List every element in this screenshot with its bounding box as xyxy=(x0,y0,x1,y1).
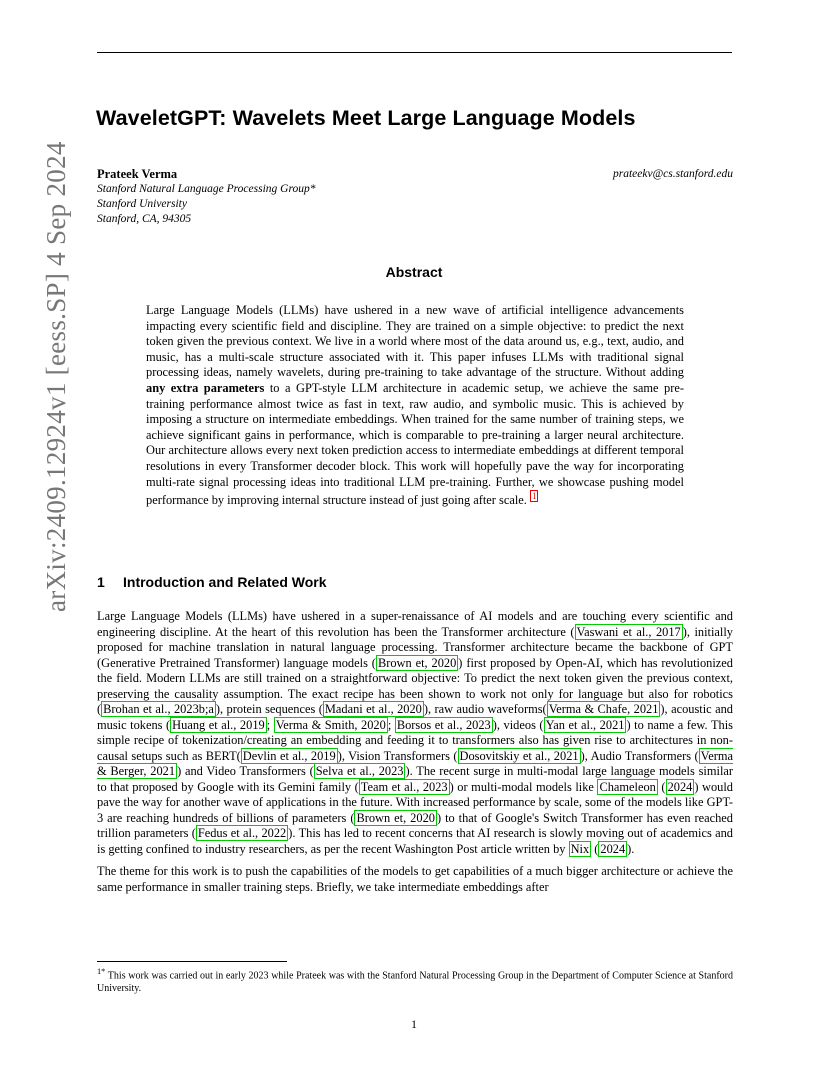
citation-link[interactable]: Yan et al., 2021 xyxy=(545,717,625,732)
citation-link[interactable]: Fedus et al., 2022 xyxy=(197,826,287,840)
citation-link[interactable]: Chameleon xyxy=(599,779,656,794)
footnote-mark: 1* xyxy=(97,967,106,976)
text-run: ), Vision Transformers ( xyxy=(337,748,458,763)
text-run: ). This has led to recent concerns that AI research is slowly moving out of academics and is getting confined to industry researchers, as per the recent Washington Post article written by xyxy=(97,826,733,856)
citation-link[interactable]: Team et al., 2023 xyxy=(360,779,448,794)
abstract-bold: any extra parameters xyxy=(146,380,265,395)
citation-link[interactable]: Dosovitskiy et al., 2021 xyxy=(459,748,579,763)
text-run: ). xyxy=(627,841,635,856)
citation-link[interactable]: Brown et, 2020 xyxy=(377,655,457,670)
citation-link[interactable]: Borsos et al., 2023 xyxy=(396,717,491,732)
affiliation-line: Stanford University xyxy=(97,198,187,210)
text-run: ) and Video Transformers ( xyxy=(177,764,314,778)
citation-link[interactable]: Verma & Berger, 2021 xyxy=(97,748,733,778)
text-run: ) to name a few. This simple recipe of tokenization/creating an embedding and feeding it to transformers also has given rise to architectures in non-causal setups such as BERT( xyxy=(97,717,733,763)
citation-link[interactable]: Brohan et al., 2023b;a xyxy=(103,702,214,716)
footnote xyxy=(97,965,733,995)
text-run: ), videos ( xyxy=(492,717,544,732)
citation-link[interactable]: Madani et al., 2020 xyxy=(324,702,422,716)
abstract-text xyxy=(146,303,684,509)
citation-link[interactable]: Verma & Smith, 2020 xyxy=(275,717,386,732)
citation-link[interactable]: Vaswani et al., 2017 xyxy=(576,624,681,639)
text-run: ), Audio Transformers ( xyxy=(580,748,699,763)
citation-link[interactable]: Brown et, 2020 xyxy=(356,810,435,825)
citation-link[interactable]: 2024 xyxy=(600,841,626,856)
paragraph: The theme for this work is to push the capabilities of the models to get capabilities of a much bigger architecture or achieve the same performance in smaller training steps. Briefly, we take intermediate embeddings after xyxy=(97,864,733,894)
author-name: Prateek Verma xyxy=(97,167,178,181)
text-run: ( xyxy=(591,841,599,856)
abstract-part: Large Language Models (LLMs) have ushered in a new wave of artificial intelligence advancements impacting every scientific field and discipline. They are trained on a simple objective: to predict the next token given the previous context. We live in a world where most of the data around us, e.g., text, audio, and music, has a multi-scale structure associated with it. This paper infuses LLMs with traditional signal processing ideas, namely wavelets, during pre-training to take advantage of the structure. Without adding xyxy=(146,303,684,380)
citation-link[interactable]: Huang et al., 2019 xyxy=(172,717,265,732)
author-block xyxy=(97,167,733,227)
text-run: ; xyxy=(387,717,395,732)
page-number: 1 xyxy=(411,1017,417,1031)
text-run: ), raw audio waveforms( xyxy=(423,702,547,716)
affiliation-line: Stanford Natural Language Processing Group* xyxy=(97,183,316,195)
text-run: ) first proposed by Open-AI, which has revolutionized the field. Modern LLMs are still trained on a straightforward objective: To predict the next token given the previous context, preserving the causality assumption. The exact recipe has been shown to work not only for language but also for robotics ( xyxy=(97,655,733,716)
top-rule xyxy=(97,52,732,53)
citation-link[interactable]: Selva et al., 2023 xyxy=(315,764,404,778)
paragraph xyxy=(97,609,733,857)
text-run: ), initially proposed for machine translation in natural language processing. Transformer architecture became the backbone of GPT (Generative Pretrained Transformer) language models ( xyxy=(97,624,733,670)
text-run: ). The recent surge in multi-modal large language models similar to that proposed by Google with its Gemini family ( xyxy=(97,764,734,794)
citation-link[interactable]: Devlin et al., 2019 xyxy=(242,748,336,763)
footnote-text: This work was carried out in early 2023 while Prateek was with the Stanford Natural Processing Group in the Department of Computer Science at Stanford University. xyxy=(97,970,733,995)
citation-link[interactable]: Nix xyxy=(570,841,590,856)
text-run: ( xyxy=(657,779,666,794)
section-heading xyxy=(97,574,327,590)
author-email[interactable]: prateekv@cs.stanford.edu xyxy=(612,168,733,180)
text-run: ) would pave the way for another wave of applications in the future. With increased performance by scale, some of the models like GPT-3 are reaching hundreds of billions of parameters ( xyxy=(97,779,733,825)
footnote-link[interactable]: 1 xyxy=(531,491,537,502)
text-run: Large Language Models (LLMs) have ushered in a super-renaissance of AI models and are touching every scientific and engineering discipline. At the heart of this revolution has been the Transformer architecture ( xyxy=(97,609,733,639)
text-run: ; xyxy=(266,717,274,732)
abstract-heading: Abstract xyxy=(385,264,443,280)
affiliation-line: Stanford, CA, 94305 xyxy=(97,213,192,225)
text-run: ) or multi-modal models like xyxy=(449,779,598,794)
text-run: ), protein sequences ( xyxy=(215,702,323,716)
section-title: Introduction and Related Work xyxy=(123,574,327,590)
abstract-part: to a GPT-style LLM architecture in academic setup, we achieve the same pre-training performance almost twice as fast in text, raw audio, and symbolic music. This is achieved by imposing a structure on intermediate embeddings. When trained for the same number of training steps, we achieve significant gains in performance, which is comparable to pre-training a larger neural architecture. Our architecture allows every next token prediction access to intermediate embeddings at different temporal resolutions in every Transformer decoder block. This work will hopefully pave the way for incorporating multi-rate signal processing ideas into traditional LLM pre-training. Further, we showcase pushing model performance by improving internal structure instead of just going after scale. xyxy=(146,380,684,508)
text-run: ) to that of Google's Switch Transformer has even reached trillion parameters ( xyxy=(97,810,734,840)
citation-link[interactable]: 2024 xyxy=(667,779,693,794)
arxiv-identifier: arXiv:2409.12924v1 [eess.SP] 4 Sep 2024 xyxy=(41,141,71,612)
text-run: ), acoustic and music tokens ( xyxy=(97,702,733,732)
paper-title: WaveletGPT: Wavelets Meet Large Language Models xyxy=(96,106,636,130)
body-text xyxy=(97,609,733,902)
footnote-rule xyxy=(97,961,287,962)
citation-link[interactable]: Verma & Chafe, 2021 xyxy=(548,702,659,716)
section-number: 1 xyxy=(97,574,105,590)
